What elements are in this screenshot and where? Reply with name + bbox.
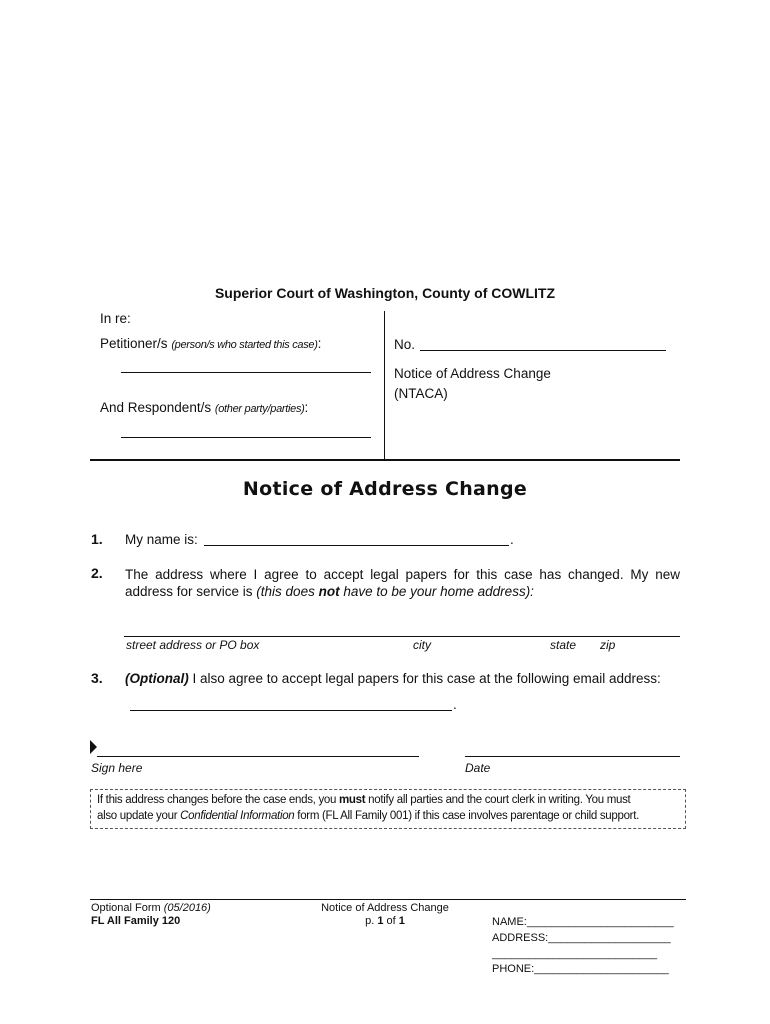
respondent-colon: : (304, 400, 309, 415)
item2-text-line2-d: have to be your home address): (339, 584, 534, 599)
notice-confidential-info: Confidential Information (180, 810, 295, 822)
petitioner-name-line[interactable] (121, 372, 371, 373)
footer-name-field[interactable]: NAME:________________________ (492, 916, 674, 928)
signature-line[interactable] (97, 756, 419, 757)
sign-arrow-icon (90, 740, 97, 754)
item2-text-line2-a: address for service is (125, 584, 257, 599)
caption-divider (384, 311, 385, 459)
doc-name-line2: (NTACA) (394, 386, 448, 401)
footer-address-line2[interactable]: ___________________________ (492, 948, 658, 960)
notice-line1-a: If this address changes before the case ends, you (97, 794, 339, 806)
label-zip: zip (600, 638, 616, 652)
item1-number: 1. (91, 531, 103, 547)
respondent-name-line[interactable] (121, 437, 371, 438)
date-line[interactable] (465, 756, 680, 757)
footer-page-total: 1 (398, 915, 405, 927)
footer-page-num: 1 (377, 915, 384, 927)
item3-optional: (Optional) (125, 671, 189, 686)
label-state: state (550, 638, 577, 652)
footer-optional-form-label: Optional Form (91, 902, 164, 914)
footer-page-number (300, 915, 470, 927)
footer-center-title: Notice of Address Change (321, 902, 449, 914)
notice-must: must (339, 794, 366, 806)
footer-form-date: (05/2016) (163, 902, 211, 914)
footer-page-prefix: p. (365, 915, 378, 927)
footer-form-code: FL All Family 120 (91, 915, 181, 927)
item3-number: 3. (91, 670, 103, 686)
notice-line2-a: also update your (97, 810, 181, 822)
date-label: Date (465, 761, 491, 775)
respondent-label: And Respondent/s (100, 400, 212, 415)
item2-text-line2 (125, 584, 534, 599)
notice-line1 (97, 792, 679, 808)
email-line[interactable] (130, 710, 452, 711)
item3-text-main: I also agree to accept legal papers for this case at the following email address: (188, 671, 661, 686)
notice-line2-c: form (FL All Family 001) if this case involves parentage or child support. (294, 810, 639, 822)
footer-page-of: of (383, 915, 399, 927)
new-address-line[interactable] (124, 636, 680, 637)
footer-rule (90, 899, 686, 900)
my-name-line[interactable] (204, 545, 509, 546)
footer-optional-form (91, 902, 211, 914)
item3-period: . (453, 697, 457, 712)
document-title: Notice of Address Change (242, 478, 528, 500)
item1-period: . (510, 532, 514, 547)
sign-here-label: Sign here (91, 761, 143, 775)
petitioner-colon: : (317, 336, 322, 351)
footer-address-field[interactable]: ADDRESS:____________________ (492, 932, 671, 944)
item2-text-line2-b: (this does (256, 584, 319, 599)
item2-text-line2-not: not (318, 584, 340, 599)
court-title: Superior Court of Washington, County of COWLITZ (214, 285, 556, 301)
notice-line1-c: notify all parties and the court clerk in writing. You must (365, 794, 631, 806)
item2-text-line1: The address where I agree to accept legal papers for this case has changed. My new (125, 567, 680, 582)
label-street: street address or PO box (126, 638, 260, 652)
in-re-label: In re: (100, 311, 131, 326)
petitioner-label: Petitioner/s (100, 336, 168, 351)
doc-name-line1: Notice of Address Change (394, 366, 551, 381)
footer-phone-field[interactable]: PHONE:______________________ (492, 963, 669, 975)
respondent-label-row (100, 400, 308, 415)
case-no-label: No. (394, 337, 416, 352)
item1-text: My name is: (125, 532, 198, 547)
respondent-hint: (other party/parties) (214, 403, 305, 415)
caption-bottom-rule (90, 459, 680, 461)
notice-line2 (97, 808, 679, 824)
case-number-line[interactable] (420, 350, 666, 351)
notice-box (90, 789, 686, 829)
label-city: city (413, 638, 431, 652)
item3-text (125, 671, 661, 686)
petitioner-label-row (100, 336, 321, 351)
item2-number: 2. (91, 565, 103, 581)
petitioner-hint: (person/s who started this case) (171, 339, 318, 351)
